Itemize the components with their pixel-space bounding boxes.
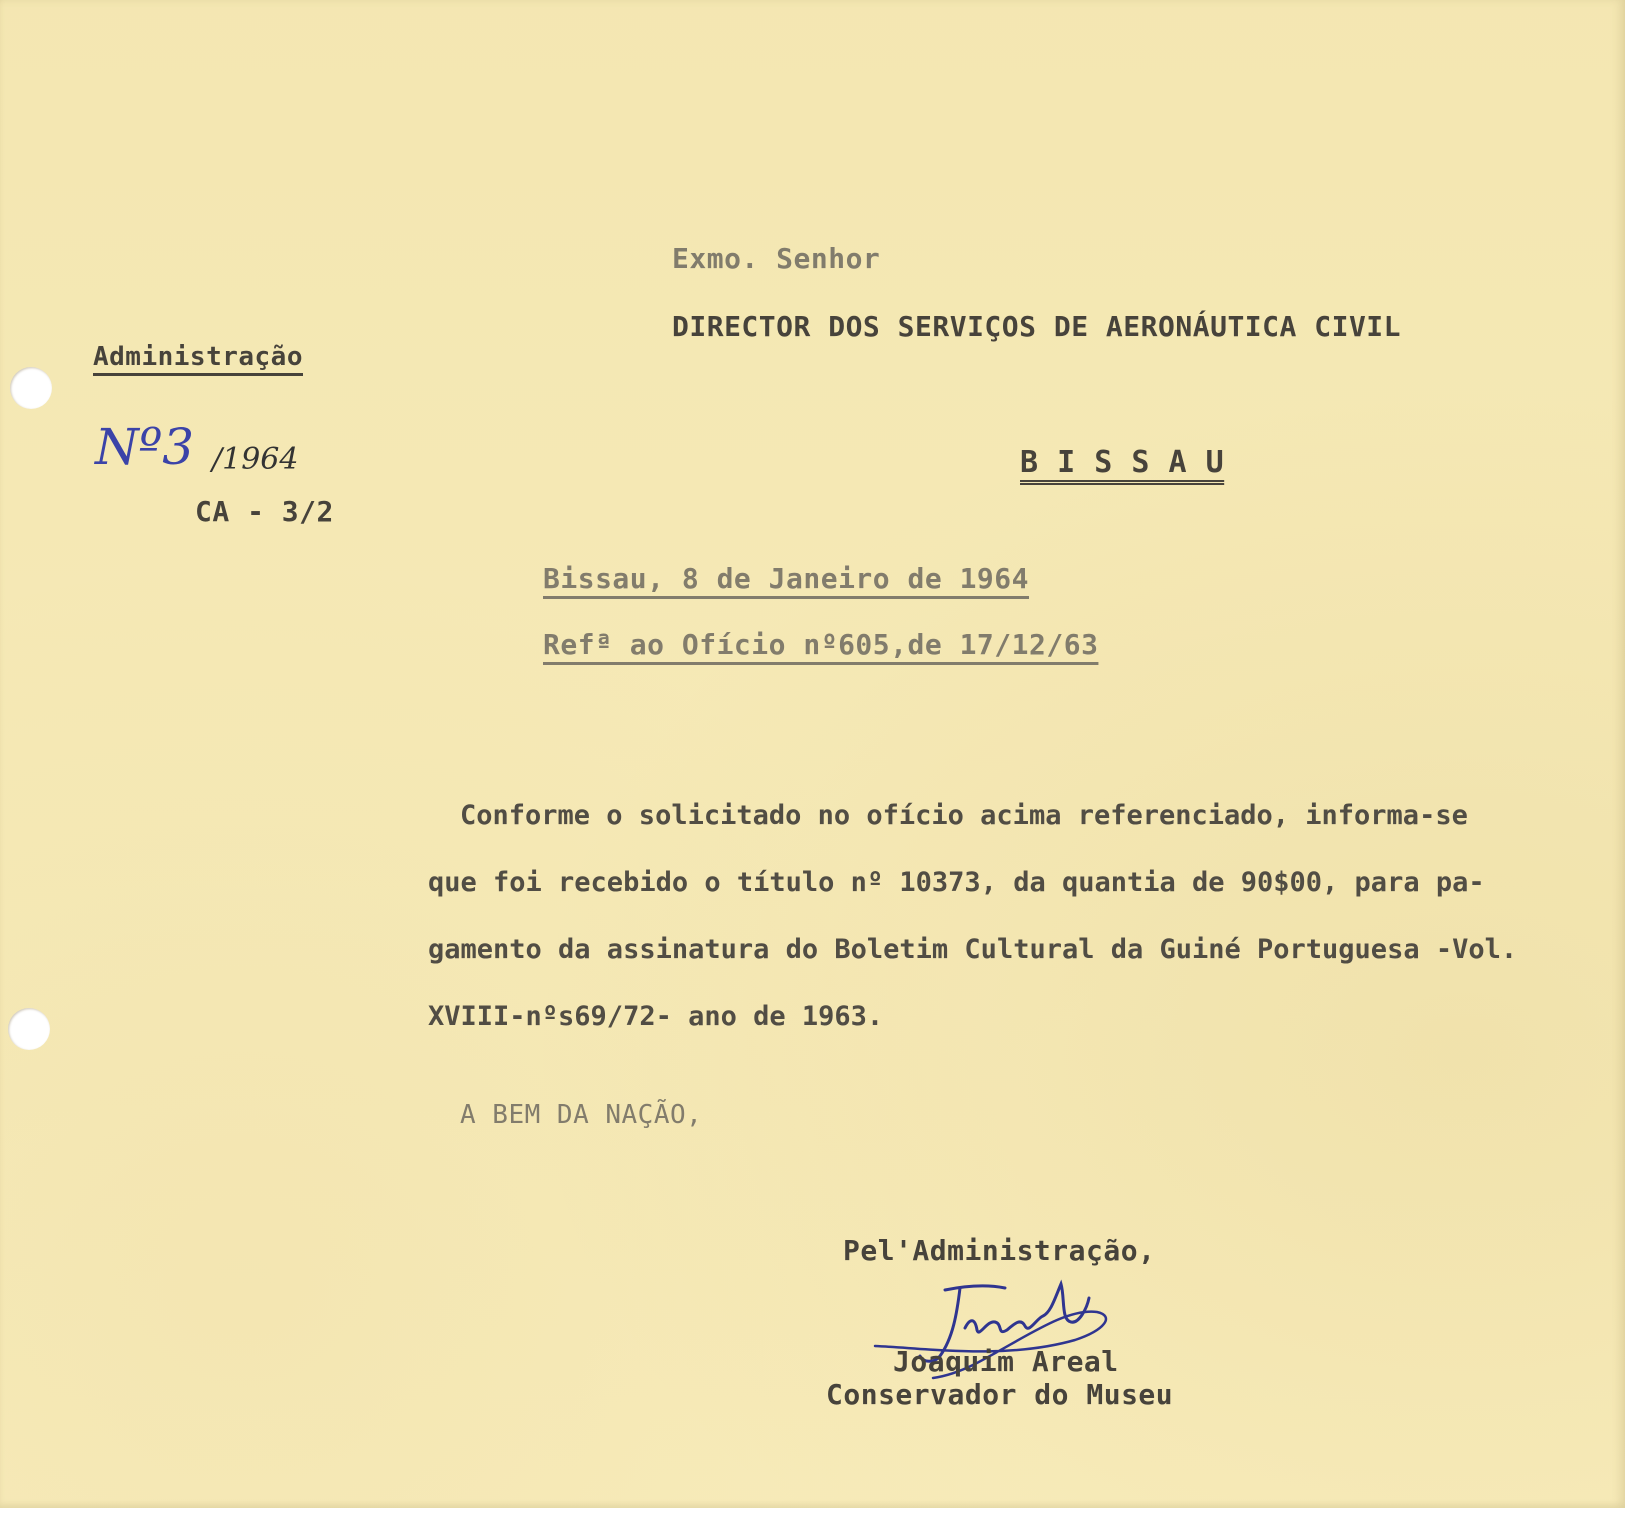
salutation: Exmo. Senhor bbox=[672, 242, 881, 275]
date-line: Bissau, 8 de Janeiro de 1964 bbox=[543, 562, 1030, 595]
reference-line: Refª ao Ofício nº605,de 17/12/63 bbox=[543, 628, 1099, 661]
file-code: CA - 3/2 bbox=[195, 495, 334, 528]
signer-title: Conservador do Museu bbox=[826, 1378, 1174, 1411]
body-line-4: XVIII-nºs69/72- ano de 1963. bbox=[428, 1001, 884, 1032]
sender-department: Administração bbox=[93, 342, 303, 372]
body-line-1: Conforme o solicitado no ofício acima referenciado, informa-se bbox=[460, 800, 1468, 831]
scan-edge-bottom bbox=[0, 1508, 1643, 1520]
handwritten-year: /1964 bbox=[212, 442, 299, 477]
punch-hole-top bbox=[10, 367, 52, 409]
signer-name: Joaquim Areal bbox=[893, 1345, 1119, 1378]
scan-edge-right bbox=[1625, 0, 1643, 1520]
body-line-2: que foi recebido o título nº 10373, da quantia de 90$00, para pa- bbox=[428, 867, 1485, 898]
sign-prefix: Pel'Administração, bbox=[843, 1234, 1156, 1267]
body-line-3: gamento da assinatura do Boletim Cultural da Guiné Portuguesa -Vol. bbox=[428, 934, 1518, 965]
city: B I S S A U bbox=[1020, 445, 1225, 480]
closing: A BEM DA NAÇÃO, bbox=[460, 1100, 703, 1130]
punch-hole-bottom bbox=[8, 1008, 50, 1050]
handwritten-number: Nº3 bbox=[95, 418, 195, 476]
addressee: DIRECTOR DOS SERVIÇOS DE AERONÁUTICA CIVIL bbox=[672, 310, 1402, 343]
